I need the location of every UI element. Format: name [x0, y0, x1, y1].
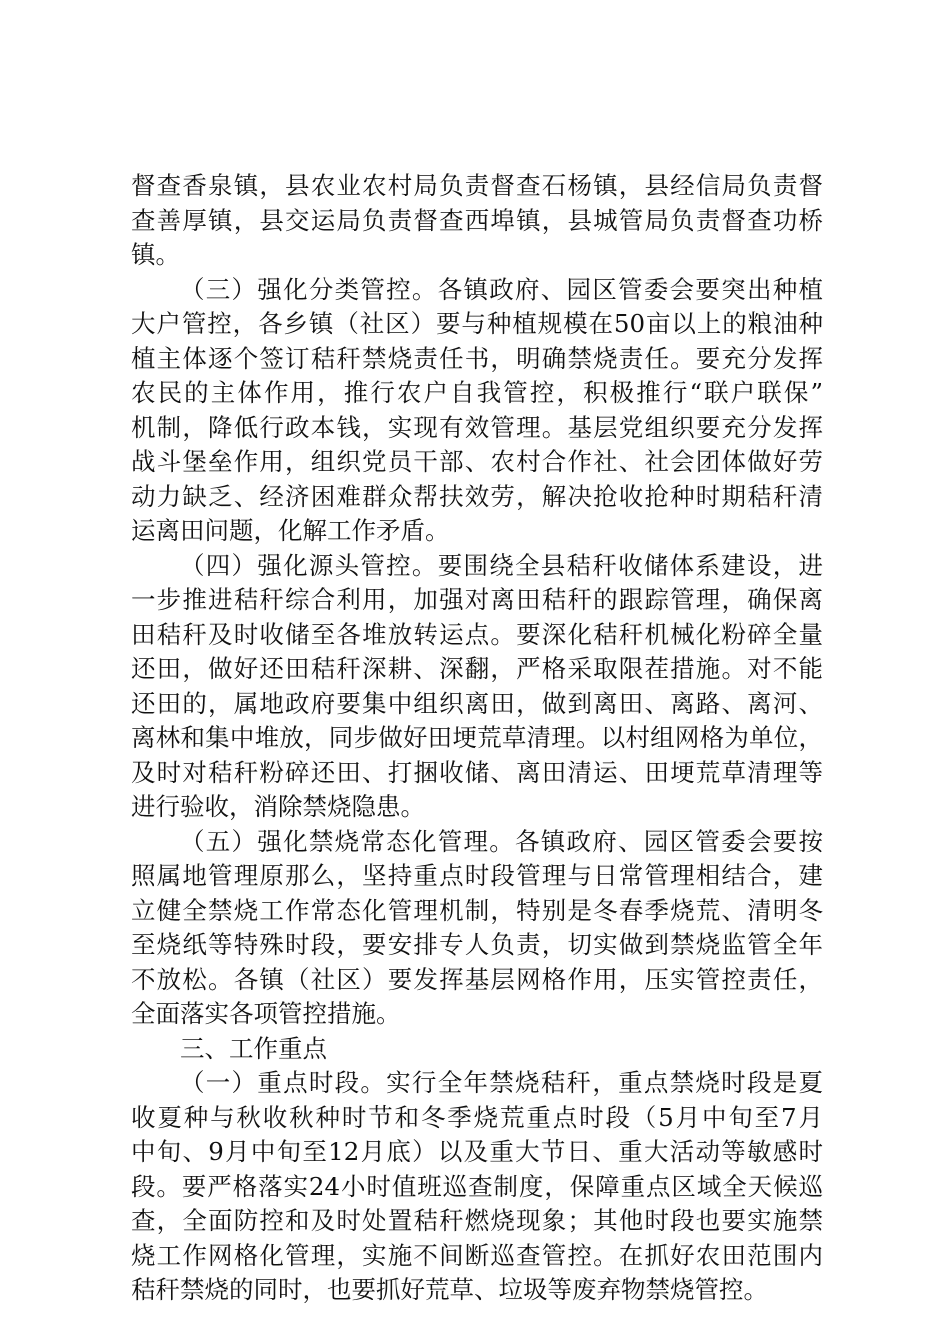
section-heading: 三、工作重点 — [180, 1033, 327, 1063]
text-line: 中旬、9月中旬至12月底）以及重大节日、重大活动等敏感时 — [131, 1137, 823, 1166]
text-line: 收夏种与秋收秋种时节和冬季烧荒重点时段（5月中旬至7月 — [131, 1102, 823, 1132]
text-line: 机制，降低行政本钱，实现有效管理。基层党组织要充分发挥 — [131, 412, 823, 442]
text-line: 立健全禁烧工作常态化管理机制，特别是冬春季烧荒、清明冬 — [131, 895, 823, 925]
text-line: 镇。 — [131, 240, 180, 269]
text-line: 离林和集中堆放，同步做好田埂荒草清理。以村组网格为单位， — [131, 723, 823, 752]
paragraph-heading-line: （五）强化禁烧常态化管理。各镇政府、园区管委会要按 — [180, 826, 823, 856]
text-line: 战斗堡垒作用，组织党员干部、农村合作社、社会团体做好劳 — [131, 447, 823, 476]
body-text — [131, 169, 823, 1308]
text-line: 还田的，属地政府要集中组织离田，做到离田、离路、离河、 — [131, 688, 823, 718]
text-line: 至烧纸等特殊时段，要安排专人负责，切实做到禁烧监管全年 — [131, 930, 823, 959]
text-line: 一步推进秸秆综合利用，加强对离田秸秆的跟踪管理，确保离 — [131, 585, 823, 614]
text-line: 段。要严格落实24小时值班巡查制度，保障重点区域全天候巡 — [131, 1171, 823, 1201]
text-line: 田秸秆及时收储至各堆放转运点。要深化秸秆机械化粉碎全量 — [131, 619, 823, 649]
text-line: 大户管控，各乡镇（社区）要与种植规模在50亩以上的粮油种 — [131, 309, 823, 338]
paragraph-heading-line: （三）强化分类管控。各镇政府、园区管委会要突出种植 — [180, 274, 823, 304]
text-line: 运离田问题，化解工作矛盾。 — [131, 516, 450, 545]
text-line: 植主体逐个签订秸秆禁烧责任书，明确禁烧责任。要充分发挥 — [131, 343, 823, 373]
text-line: 不放松。各镇（社区）要发挥基层网格作用，压实管控责任， — [131, 964, 823, 994]
text-line: 督查香泉镇，县农业农村局负责督查石杨镇，县经信局负责督 — [131, 171, 823, 200]
paragraph-heading-line: （四）强化源头管控。要围绕全县秸秆收储体系建设，进 — [180, 550, 823, 580]
paragraph-heading-line: （一）重点时段。实行全年禁烧秸秆，重点禁烧时段是夏 — [180, 1068, 823, 1097]
text-line: 全面落实各项管控措施。 — [131, 999, 401, 1028]
text-line: 照属地管理原那么，坚持重点时段管理与日常管理相结合，建 — [131, 861, 823, 890]
text-line: 秸秆禁烧的同时，也要抓好荒草、垃圾等废弃物禁烧管控。 — [131, 1275, 768, 1304]
text-line: 动力缺乏、经济困难群众帮扶效劳，解决抢收抢种时期秸秆清 — [131, 481, 823, 511]
text-line: 农民的主体作用，推行农户自我管控，积极推行“联户联保” — [131, 378, 823, 407]
text-line: 查，全面防控和及时处置秸秆燃烧现象；其他时段也要实施禁 — [131, 1206, 823, 1235]
text-line: 烧工作网格化管理，实施不间断巡查管控。在抓好农田范围内 — [131, 1240, 823, 1270]
text-line: 及时对秸秆粉碎还田、打捆收储、离田清运、田埂荒草清理等 — [131, 757, 823, 787]
text-line: 还田，做好还田秸秆深耕、深翻，严格采取限茬措施。对不能 — [131, 654, 823, 683]
text-line: 进行验收，消除禁烧隐患。 — [131, 792, 425, 821]
text-line: 查善厚镇，县交运局负责督查西埠镇，县城管局负责督查功桥 — [131, 205, 823, 235]
